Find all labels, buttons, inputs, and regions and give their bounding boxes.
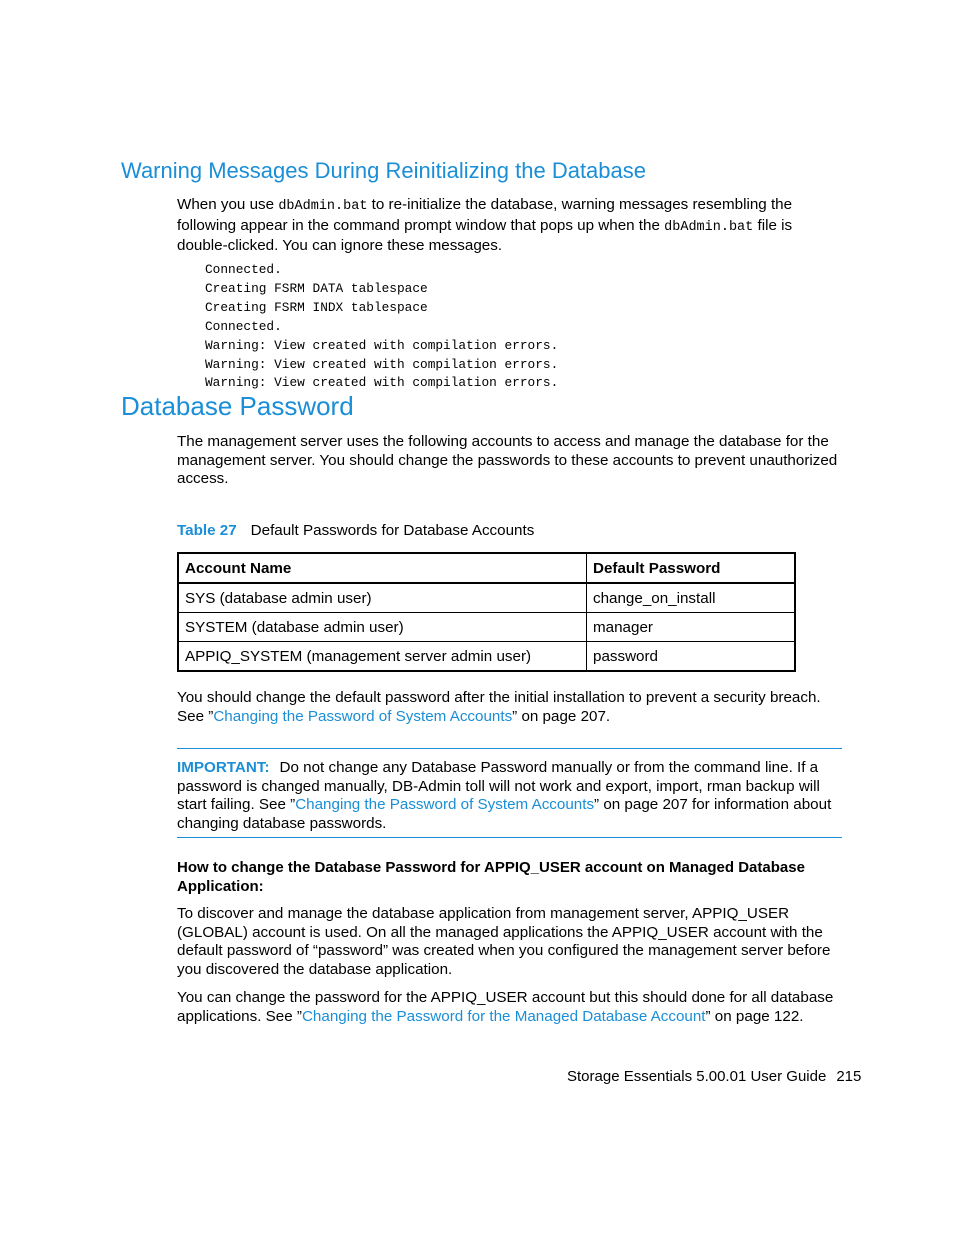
table-caption: [177, 522, 534, 539]
after-table-paragraph: [177, 689, 841, 726]
table-cell: password: [587, 642, 796, 672]
appiq-user-subheading: How to change the Database Password for APPIQ_USER account on Managed Database Application:: [177, 859, 805, 895]
code-line: Warning: View created with compilation errors.: [205, 356, 559, 372]
important-bottom-rule: [177, 837, 842, 838]
link-changing-password-system-accounts[interactable]: Changing the Password of System Accounts: [295, 796, 595, 814]
text-span: Do not change any Database Password manually or from the command line. If a password is changed manually, DB-Admin toll will not work and export, import, rman backup will start failing. See ”: [177, 759, 820, 814]
table-cell: APPIQ_SYSTEM (management server admin user): [178, 642, 587, 672]
text-span: ” on page 122.: [705, 1007, 804, 1025]
column-header-default-password: Default Password: [587, 553, 796, 583]
inline-code: dbAdmin.bat: [278, 199, 368, 214]
code-line: Warning: View created with compilation errors.: [205, 375, 559, 391]
text-span: to re-initialize the database, warning messages resembling the following appear in the command prompt window that pops up when the: [177, 196, 793, 234]
table-cell: manager: [587, 613, 796, 642]
table-caption-text: Default Passwords for Database Accounts: [250, 522, 535, 539]
text-span: You should change the default password after the initial installation to prevent a security breach. See ”: [177, 689, 821, 725]
code-line: Warning: View created with compilation errors.: [205, 337, 559, 353]
warning-intro-paragraph: [177, 196, 841, 256]
table-row: [178, 642, 795, 672]
table-row: [178, 613, 795, 642]
text-span: You can change the password for the APPIQ_USER account but this should done for all database applications. See ”: [177, 989, 834, 1025]
table-cell: SYS (database admin user): [178, 583, 587, 613]
table-cell: SYSTEM (database admin user): [178, 613, 587, 642]
table-row: [178, 583, 795, 613]
link-changing-password-managed-db[interactable]: Changing the Password for the Managed Database Account: [301, 1007, 706, 1025]
link-changing-password-system-accounts[interactable]: Changing the Password of System Accounts: [213, 707, 513, 725]
section-heading-database-password: Database Password: [121, 391, 354, 421]
code-line: Creating FSRM DATA tablespace: [205, 280, 428, 296]
table-caption-number: Table 27: [177, 522, 237, 539]
code-block: [205, 261, 558, 393]
text-span: ” on page 207 for information about changing database passwords.: [177, 796, 832, 833]
important-top-rule: [177, 748, 842, 749]
table-header-row: [178, 553, 795, 583]
appiq-user-paragraph: To discover and manage the database application from management server, APPIQ_USER (GLOBAL) account is used. On all the managed applications the APPIQ_USER account with the default password of “password” was created when you configured the management server before you discovered the database application.: [177, 905, 831, 979]
inline-code: dbAdmin.bat: [664, 219, 754, 235]
text-span: When you use: [177, 196, 279, 213]
important-note: [177, 759, 841, 834]
code-line: Connected.: [205, 318, 282, 334]
page-number: 215: [836, 1068, 862, 1085]
section-heading-warning-messages: Warning Messages During Reinitializing the Database: [121, 158, 647, 183]
important-label: IMPORTANT:: [177, 759, 270, 776]
column-header-account-name: Account Name: [178, 553, 587, 583]
page-footer: [567, 1068, 861, 1085]
default-passwords-table: [177, 552, 796, 672]
code-line: Creating FSRM INDX tablespace: [205, 299, 428, 315]
code-line: Connected.: [205, 262, 282, 277]
change-password-paragraph: [177, 989, 841, 1026]
text-span: file is double-clicked. You can ignore these messages.: [177, 216, 793, 255]
database-password-intro: The management server uses the following accounts to access and manage the database for the management server. You should change the passwords to these accounts to prevent unauthorized access.: [177, 433, 838, 488]
guide-title: Storage Essentials 5.00.01 User Guide: [567, 1068, 827, 1085]
text-span: ” on page 207.: [512, 707, 611, 725]
table-cell: change_on_install: [587, 583, 796, 613]
